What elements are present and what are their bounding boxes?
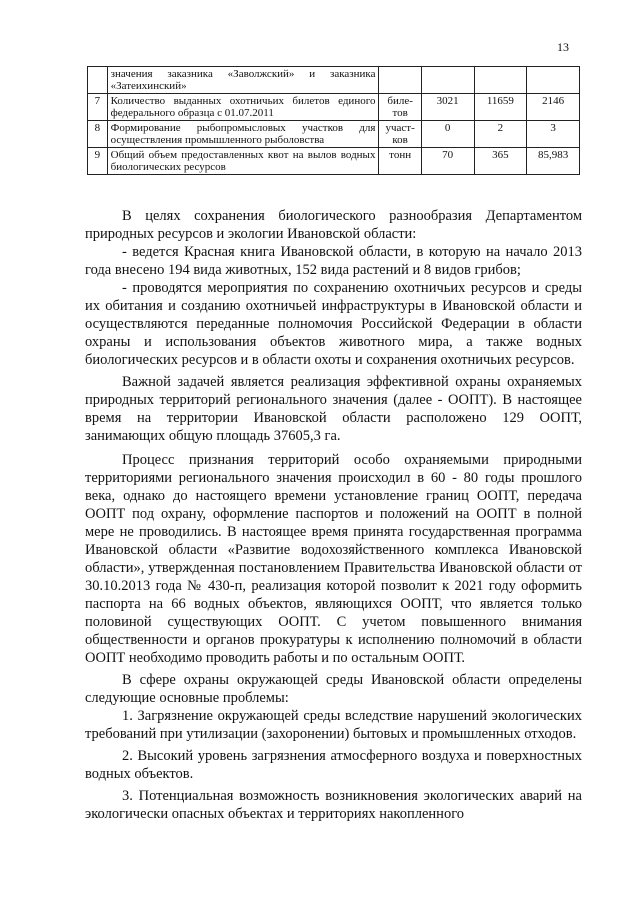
body-text: [85, 207, 582, 823]
paragraph: В сфере охраны окружающей среды Ивановской области определены следующие основные проблемы:: [85, 672, 582, 706]
value-2014-cell: 85,983: [527, 148, 580, 175]
row-number-cell: 9: [88, 148, 108, 175]
indicator-cell: Общий объем предоставленных квот на вылов водных биологических ресурсов: [107, 148, 379, 175]
table-row: [88, 148, 580, 175]
value-2012-cell: [421, 67, 474, 94]
value-2012-cell: 3021: [421, 94, 474, 121]
unit-cell: тонн: [379, 148, 421, 175]
row-number-cell: 7: [88, 94, 108, 121]
value-2012-cell: 0: [421, 121, 474, 148]
table-row: [88, 94, 580, 121]
value-2013-cell: 2: [474, 121, 527, 148]
value-2012-cell: 70: [421, 148, 474, 175]
value-2013-cell: 365: [474, 148, 527, 175]
indicators-table: [87, 66, 580, 175]
unit-cell: участ-ков: [379, 121, 421, 148]
value-2013-cell: [474, 67, 527, 94]
paragraph: - проводятся мероприятия по сохранению охотничьих ресурсов и среды их обитания и созданию охотничьей инфраструктуры в Ивановской области и осуществляются переданные полномочия Российской Федерации в области охраны и использования объектов животного мира, а также водных биологических ресурсов и в области охоты и сохранения охотничьих ресурсов.: [85, 280, 582, 368]
paragraph: Процесс признания территорий особо охраняемыми природными территориями регионального значения происходил в 60 - 80 годы прошлого века, однако до настоящего времени установление границ ООПТ, передача ООПТ под охрану, оформление паспортов и положений на ООПТ в полной мере не проводились. В настоящее время принята государственная программа Ивановской области «Развитие водохозяйственного комплекса Ивановской области», утвержденная постановлением Правительства Ивановской области от 30.10.2013 года № 430-п, реализация которой позволит к 2021 году оформить паспорта на 66 водных объектов, являющихся ООПТ, что является только половиной существующих ООПТ. С учетом повышенного внимания общественности и органов прокуратуры к исполнению полномочий в области ООПТ необходимо проводить работы и по остальным ООПТ.: [85, 452, 582, 666]
paragraph: Важной задачей является реализация эффективной охраны охраняемых природных территорий регионального значения (далее - ООПТ). В настоящее время на территории Ивановской области расположено 129 ООПТ, занимающих общую площадь 37605,3 га.: [85, 374, 582, 444]
indicator-cell: значения заказника «Заволжский» и заказника «Затеихинский»: [107, 67, 379, 94]
paragraph: 3. Потенциальная возможность возникновения экологических аварий на экологически опасных объектах и территориях накопленного: [85, 788, 582, 822]
row-number-cell: 8: [88, 121, 108, 148]
value-2014-cell: [527, 67, 580, 94]
table-row: [88, 121, 580, 148]
value-2014-cell: 3: [527, 121, 580, 148]
page-number: 13: [557, 40, 569, 54]
row-number-cell: [88, 67, 108, 94]
paragraph: В целях сохранения биологического разнообразия Департаментом природных ресурсов и экологии Ивановской области:: [85, 208, 582, 242]
indicator-cell: Формирование рыбопромысловых участков для осуществления промышленного рыболовства: [107, 121, 379, 148]
indicator-cell: Количество выданных охотничьих билетов единого федерального образца с 01.07.2011: [107, 94, 379, 121]
paragraph: 2. Высокий уровень загрязнения атмосферного воздуха и поверхностных водных объектов.: [85, 748, 582, 782]
value-2013-cell: 11659: [474, 94, 527, 121]
paragraph: 1. Загрязнение окружающей среды вследствие нарушений экологических требований при утилизации (захоронении) бытовых и промышленных отходов.: [85, 708, 582, 742]
table-row: [88, 67, 580, 94]
value-2014-cell: 2146: [527, 94, 580, 121]
paragraph: - ведется Красная книга Ивановской области, в которую на начало 2013 года внесено 194 вида животных, 152 вида растений и 8 видов грибов;: [85, 244, 582, 278]
unit-cell: [379, 67, 421, 94]
unit-cell: биле-тов: [379, 94, 421, 121]
